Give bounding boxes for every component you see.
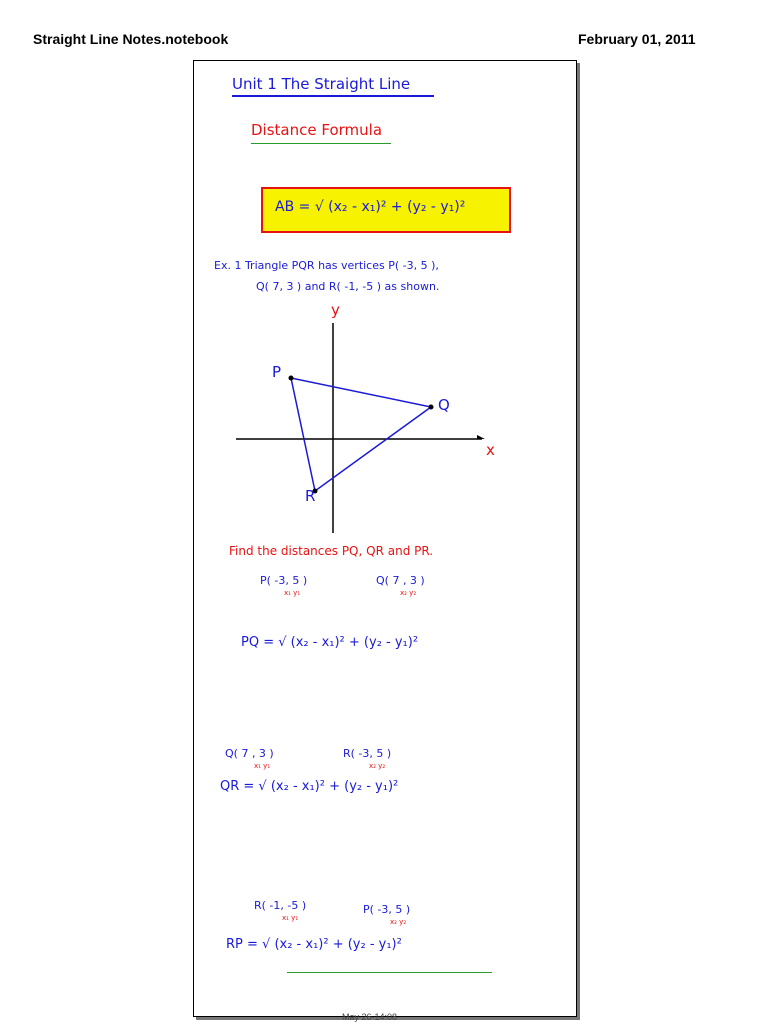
p-label: P <box>272 363 282 381</box>
r-label: R <box>305 487 316 505</box>
point-q <box>429 405 434 410</box>
qr-r-subscripts: x₂ y₂ <box>369 762 386 770</box>
x-axis-label: x <box>486 441 495 459</box>
qr-q-subscripts: x₁ y₁ <box>254 762 271 770</box>
example-text-line2: Q( 7, 3 ) and R( -1, -5 ) as shown. <box>256 280 440 293</box>
qr-equation: QR = √ (x₂ - x₁)² + (y₂ - y₁)² <box>220 779 399 794</box>
x-axis-arrow <box>477 435 485 439</box>
qr-point-q: Q( 7 , 3 ) <box>225 747 274 760</box>
pq-p-subscripts: x₁ y₁ <box>284 589 301 597</box>
rp-point-p: P( -3, 5 ) <box>363 903 411 916</box>
footer-timestamp: May 26-14:08 <box>342 1012 398 1022</box>
rp-underline <box>287 972 492 973</box>
find-distances-text: Find the distances PQ, QR and PR. <box>229 544 434 558</box>
rp-point-r: R( -1, -5 ) <box>254 899 307 912</box>
rp-r-subscripts: x₁ y₁ <box>282 914 299 922</box>
section-title: Distance Formula <box>251 121 383 139</box>
distance-formula: AB = √ (x₂ - x₁)² + (y₂ - y₁)² <box>275 199 466 215</box>
pq-point-q: Q( 7 , 3 ) <box>376 574 425 587</box>
qr-point-r: R( -3, 5 ) <box>343 747 392 760</box>
q-label: Q <box>438 396 450 414</box>
rp-equation: RP = √ (x₂ - x₁)² + (y₂ - y₁)² <box>226 937 402 952</box>
pq-equation: PQ = √ (x₂ - x₁)² + (y₂ - y₁)² <box>241 635 419 650</box>
example-text-line1: Ex. 1 Triangle PQR has vertices P( -3, 5 ), <box>214 259 439 272</box>
pq-point-p: P( -3, 5 ) <box>260 574 308 587</box>
triangle-diagram <box>194 61 576 1016</box>
notebook-filename: Straight Line Notes.notebook <box>33 31 229 47</box>
notebook-page <box>193 60 577 1017</box>
triangle-pqr <box>291 378 431 491</box>
point-p <box>289 376 294 381</box>
rp-p-subscripts: x₂ y₂ <box>390 918 407 926</box>
notebook-date: February 01, 2011 <box>578 31 696 47</box>
y-axis-label: y <box>331 301 340 319</box>
page-title: Unit 1 The Straight Line <box>232 75 411 93</box>
pq-q-subscripts: x₂ y₂ <box>400 589 417 597</box>
